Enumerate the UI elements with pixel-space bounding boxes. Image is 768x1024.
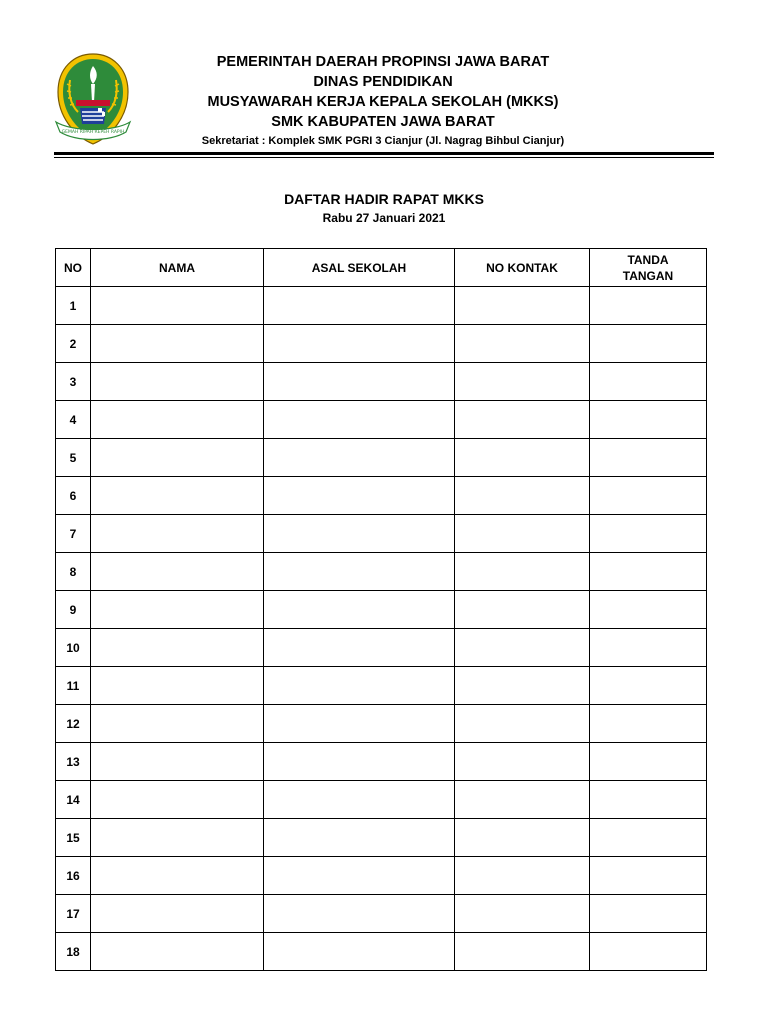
header-tanda-tangan — [590, 249, 707, 287]
row-number: 18 — [56, 933, 91, 971]
tanda-tangan-cell[interactable] — [590, 781, 707, 819]
row-number: 11 — [56, 667, 91, 705]
letterhead — [54, 52, 714, 152]
tanda-tangan-cell[interactable] — [590, 705, 707, 743]
row-number: 3 — [56, 363, 91, 401]
nama-cell[interactable] — [91, 287, 264, 325]
row-number: 7 — [56, 515, 91, 553]
row-number: 16 — [56, 857, 91, 895]
no-kontak-cell[interactable] — [455, 477, 590, 515]
emblem-ribbon-text: GEMAH RIPAH REPEH RAPIH — [61, 130, 125, 135]
tanda-tangan-cell[interactable] — [590, 933, 707, 971]
tanda-tangan-cell[interactable] — [590, 743, 707, 781]
attendance-rows — [56, 287, 707, 971]
row-number: 6 — [56, 477, 91, 515]
table-row — [56, 287, 707, 325]
government-name: PEMERINTAH DAERAH PROPINSI JAWA BARAT — [216, 54, 550, 70]
no-kontak-cell[interactable] — [455, 705, 590, 743]
tanda-tangan-cell[interactable] — [590, 819, 707, 857]
header-no-kontak: NO KONTAK — [455, 249, 590, 287]
table-row — [56, 667, 707, 705]
nama-cell[interactable] — [91, 819, 264, 857]
table-row — [56, 591, 707, 629]
table-row — [56, 705, 707, 743]
asal-sekolah-cell[interactable] — [264, 401, 455, 439]
nama-cell[interactable] — [91, 933, 264, 971]
tanda-tangan-cell[interactable] — [590, 363, 707, 401]
nama-cell[interactable] — [91, 667, 264, 705]
tanda-tangan-cell[interactable] — [590, 477, 707, 515]
nama-cell[interactable] — [91, 781, 264, 819]
table-row — [56, 363, 707, 401]
row-number: 5 — [56, 439, 91, 477]
asal-sekolah-cell[interactable] — [264, 895, 455, 933]
no-kontak-cell[interactable] — [455, 857, 590, 895]
secretariat-address: Sekretariat : Komplek SMK PGRI 3 Cianjur (Jl. Nagrag Bihbul Cianjur) — [201, 135, 565, 147]
nama-cell[interactable] — [91, 515, 264, 553]
row-number: 2 — [56, 325, 91, 363]
attendance-table — [55, 248, 707, 971]
table-row — [56, 553, 707, 591]
tanda-tangan-cell[interactable] — [590, 591, 707, 629]
tanda-tangan-cell[interactable] — [590, 629, 707, 667]
table-header-row — [56, 249, 707, 287]
nama-cell[interactable] — [91, 591, 264, 629]
no-kontak-cell[interactable] — [455, 933, 590, 971]
tanda-tangan-cell[interactable] — [590, 401, 707, 439]
asal-sekolah-cell[interactable] — [264, 819, 455, 857]
table-row — [56, 895, 707, 933]
letterhead-divider-thick — [54, 152, 714, 155]
header-nama: NAMA — [91, 249, 264, 287]
table-row — [56, 629, 707, 667]
tanda-tangan-cell[interactable] — [590, 553, 707, 591]
nama-cell[interactable] — [91, 325, 264, 363]
row-number: 15 — [56, 819, 91, 857]
no-kontak-cell[interactable] — [455, 363, 590, 401]
asal-sekolah-cell[interactable] — [264, 705, 455, 743]
no-kontak-cell[interactable] — [455, 743, 590, 781]
row-number: 9 — [56, 591, 91, 629]
table-row — [56, 325, 707, 363]
nama-cell[interactable] — [91, 705, 264, 743]
no-kontak-cell[interactable] — [455, 629, 590, 667]
west-java-emblem-icon — [54, 52, 132, 148]
row-number: 8 — [56, 553, 91, 591]
no-kontak-cell[interactable] — [455, 895, 590, 933]
row-number: 10 — [56, 629, 91, 667]
row-number: 13 — [56, 743, 91, 781]
asal-sekolah-cell[interactable] — [264, 781, 455, 819]
table-row — [56, 857, 707, 895]
no-kontak-cell[interactable] — [455, 667, 590, 705]
header-tanda-tangan-line1: TANDA — [627, 252, 669, 267]
nama-cell[interactable] — [91, 439, 264, 477]
table-row — [56, 819, 707, 857]
document-title: DAFTAR HADIR RAPAT MKKS — [284, 191, 484, 207]
tanda-tangan-cell[interactable] — [590, 515, 707, 553]
organization-scope: SMK KABUPATEN JAWA BARAT — [271, 114, 495, 130]
row-number: 17 — [56, 895, 91, 933]
table-row — [56, 515, 707, 553]
no-kontak-cell[interactable] — [455, 781, 590, 819]
tanda-tangan-cell[interactable] — [590, 439, 707, 477]
document-date: Rabu 27 Januari 2021 — [322, 211, 446, 225]
asal-sekolah-cell[interactable] — [264, 591, 455, 629]
no-kontak-cell[interactable] — [455, 553, 590, 591]
tanda-tangan-cell[interactable] — [590, 287, 707, 325]
nama-cell[interactable] — [91, 401, 264, 439]
nama-cell[interactable] — [91, 743, 264, 781]
nama-cell[interactable] — [91, 477, 264, 515]
asal-sekolah-cell[interactable] — [264, 743, 455, 781]
asal-sekolah-cell[interactable] — [264, 933, 455, 971]
header-tanda-tangan-line2: TANGAN — [622, 268, 674, 283]
table-row — [56, 781, 707, 819]
row-number: 4 — [56, 401, 91, 439]
header-no: NO — [56, 249, 91, 287]
tanda-tangan-cell[interactable] — [590, 667, 707, 705]
header-asal-sekolah: ASAL SEKOLAH — [264, 249, 455, 287]
no-kontak-cell[interactable] — [455, 439, 590, 477]
no-kontak-cell[interactable] — [455, 819, 590, 857]
row-number: 12 — [56, 705, 91, 743]
asal-sekolah-cell[interactable] — [264, 287, 455, 325]
nama-cell[interactable] — [91, 363, 264, 401]
row-number: 1 — [56, 287, 91, 325]
nama-cell[interactable] — [91, 629, 264, 667]
department-name: DINAS PENDIDIKAN — [313, 74, 453, 90]
asal-sekolah-cell[interactable] — [264, 477, 455, 515]
no-kontak-cell[interactable] — [455, 591, 590, 629]
nama-cell[interactable] — [91, 857, 264, 895]
asal-sekolah-cell[interactable] — [264, 515, 455, 553]
no-kontak-cell[interactable] — [455, 401, 590, 439]
table-row — [56, 439, 707, 477]
tanda-tangan-cell[interactable] — [590, 857, 707, 895]
no-kontak-cell[interactable] — [455, 287, 590, 325]
table-row — [56, 933, 707, 971]
asal-sekolah-cell[interactable] — [264, 667, 455, 705]
asal-sekolah-cell[interactable] — [264, 325, 455, 363]
tanda-tangan-cell[interactable] — [590, 895, 707, 933]
no-kontak-cell[interactable] — [455, 515, 590, 553]
no-kontak-cell[interactable] — [455, 325, 590, 363]
table-row — [56, 743, 707, 781]
nama-cell[interactable] — [91, 553, 264, 591]
table-row — [56, 477, 707, 515]
letterhead-divider-thin — [54, 157, 714, 158]
table-row — [56, 401, 707, 439]
asal-sekolah-cell[interactable] — [264, 553, 455, 591]
nama-cell[interactable] — [91, 895, 264, 933]
tanda-tangan-cell[interactable] — [590, 325, 707, 363]
asal-sekolah-cell[interactable] — [264, 439, 455, 477]
organization-name: MUSYAWARAH KERJA KEPALA SEKOLAH (MKKS) — [207, 94, 559, 110]
letterhead-text — [136, 52, 630, 149]
row-number: 14 — [56, 781, 91, 819]
asal-sekolah-cell[interactable] — [264, 857, 455, 895]
asal-sekolah-cell[interactable] — [264, 629, 455, 667]
asal-sekolah-cell[interactable] — [264, 363, 455, 401]
